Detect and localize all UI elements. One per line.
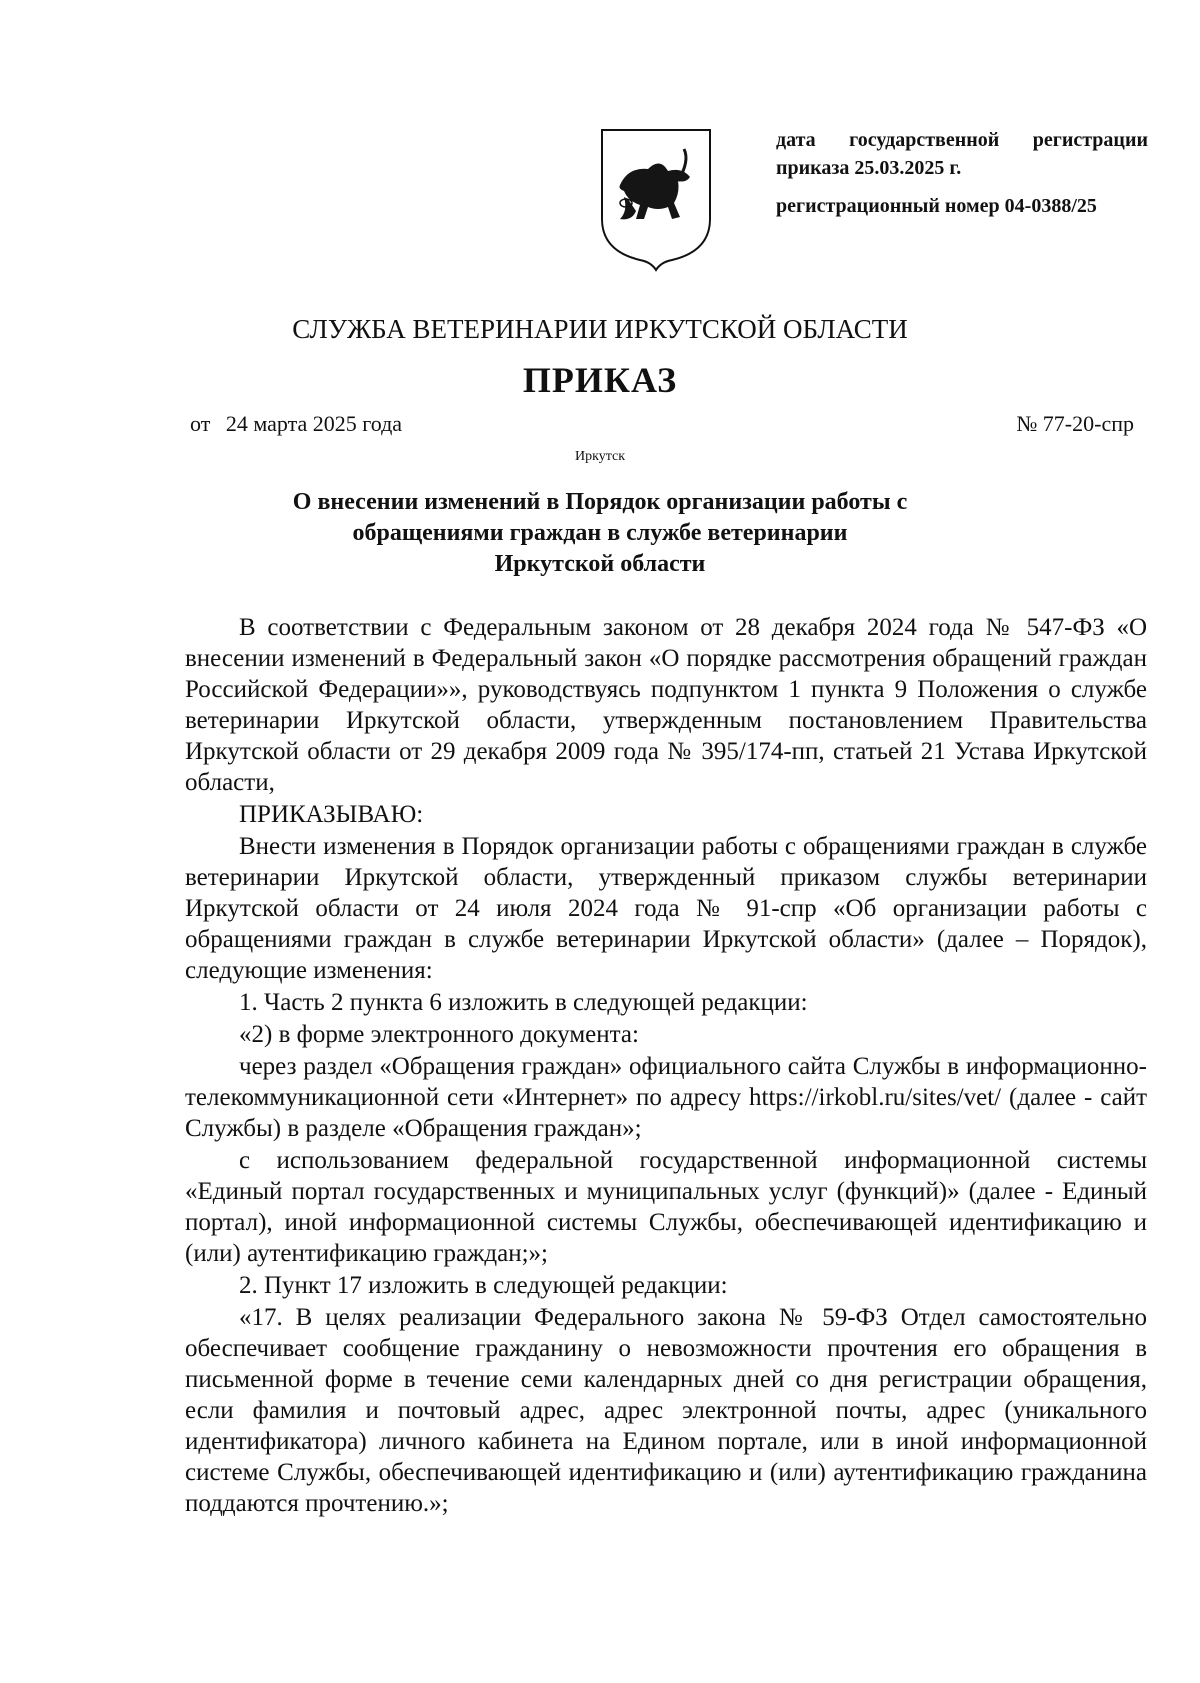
subject-line: обращениями граждан в службе ветеринарии [352,520,848,546]
paragraph-order: ПРИКАЗЫВАЮ: [239,801,424,828]
document-city: Иркутск [574,449,626,464]
registration-label: дата государственной регистрации [776,129,1148,151]
date-prefix: от [190,411,211,436]
subject-line: О внесении изменений в Порядок организации работы с [292,489,908,515]
document-date [190,410,402,438]
paragraph-item-2: 2. Пункт 17 изложить в следующей редакции: [239,1272,728,1299]
document-type: ПРИКАЗ [522,360,678,400]
paragraph-item-1-subpart: «2) в форме электронного документа: [239,1021,639,1048]
paragraph-changes-intro: Внести изменения в Порядок организации работы с обращениями граждан в службе ветеринарии Иркутской области, утвержденный приказом службы ветеринарии Иркутской области от 24 июля 2024 года № 91-спр «Об организации работы с обращениями граждан в службе ветеринарии Иркутской области» (далее – Порядок), следующие изменения: [185,833,1147,984]
subject-line: Иркутской области [494,551,706,577]
irkutsk-coat-of-arms-icon [598,127,714,272]
registration-date: приказа 25.03.2025 г. [776,157,962,179]
registration-stamp [776,126,1148,220]
paragraph-item-1: 1. Часть 2 пункта 6 изложить в следующей редакции: [239,989,808,1016]
paragraph-portal: с использованием федеральной государственной информационной системы «Единый портал государственных и муниципальных услуг (функций)» (далее - Единый портал), иной информационной системы Службы, обеспечивающей идентификацию и (или) аутентификацию граждан;»; [185,1147,1147,1267]
date-value: 24 марта 2025 года [225,411,403,436]
paragraph-preamble: В соответствии с Федеральным законом от 28 декабря 2024 года № 547-ФЗ «О внесении изменений в Федеральный закон «О порядке рассмотрения обращений граждан Российской Федерации»», руководствуясь подпунктом 1 пункта 9 Положения о службе ветеринарии Иркутской области, утвержденным постановлением Правительства Иркутской области от 29 декабря 2009 года № 395/174-пп, статьей 21 Устава Иркутской области, [185,614,1147,796]
document-subject [200,487,1000,580]
paragraph-item-17: «17. В целях реализации Федерального закона № 59-ФЗ Отдел самостоятельно обеспечивает сообщение гражданину о невозможности прочтения его обращения в письменной форме в течение семи календарных дней со дня регистрации обращения, если фамилия и почтовый адрес, адрес электронной почты, адрес (уникального идентификатора) личного кабинета на Едином портале, или в иной информационной системе Службы, обеспечивающей идентификацию и (или) аутентификацию гражданина поддаются прочтению.»; [185,1304,1147,1517]
registration-number: регистрационный номер 04-0388/25 [776,195,1097,217]
agency-name: СЛУЖБА ВЕТЕРИНАРИИ ИРКУТСКОЙ ОБЛАСТИ [292,314,908,344]
document-number: № 77-20-спр [1016,411,1134,436]
paragraph-website: через раздел «Обращения граждан» официального сайта Службы в информационно-телекоммуникационной сети «Интернет» по адресу https://irkobl.ru/sites/vet/ (далее - сайт Службы) в разделе «Обращения граждан»; [185,1053,1147,1142]
document-body [185,612,1147,1520]
